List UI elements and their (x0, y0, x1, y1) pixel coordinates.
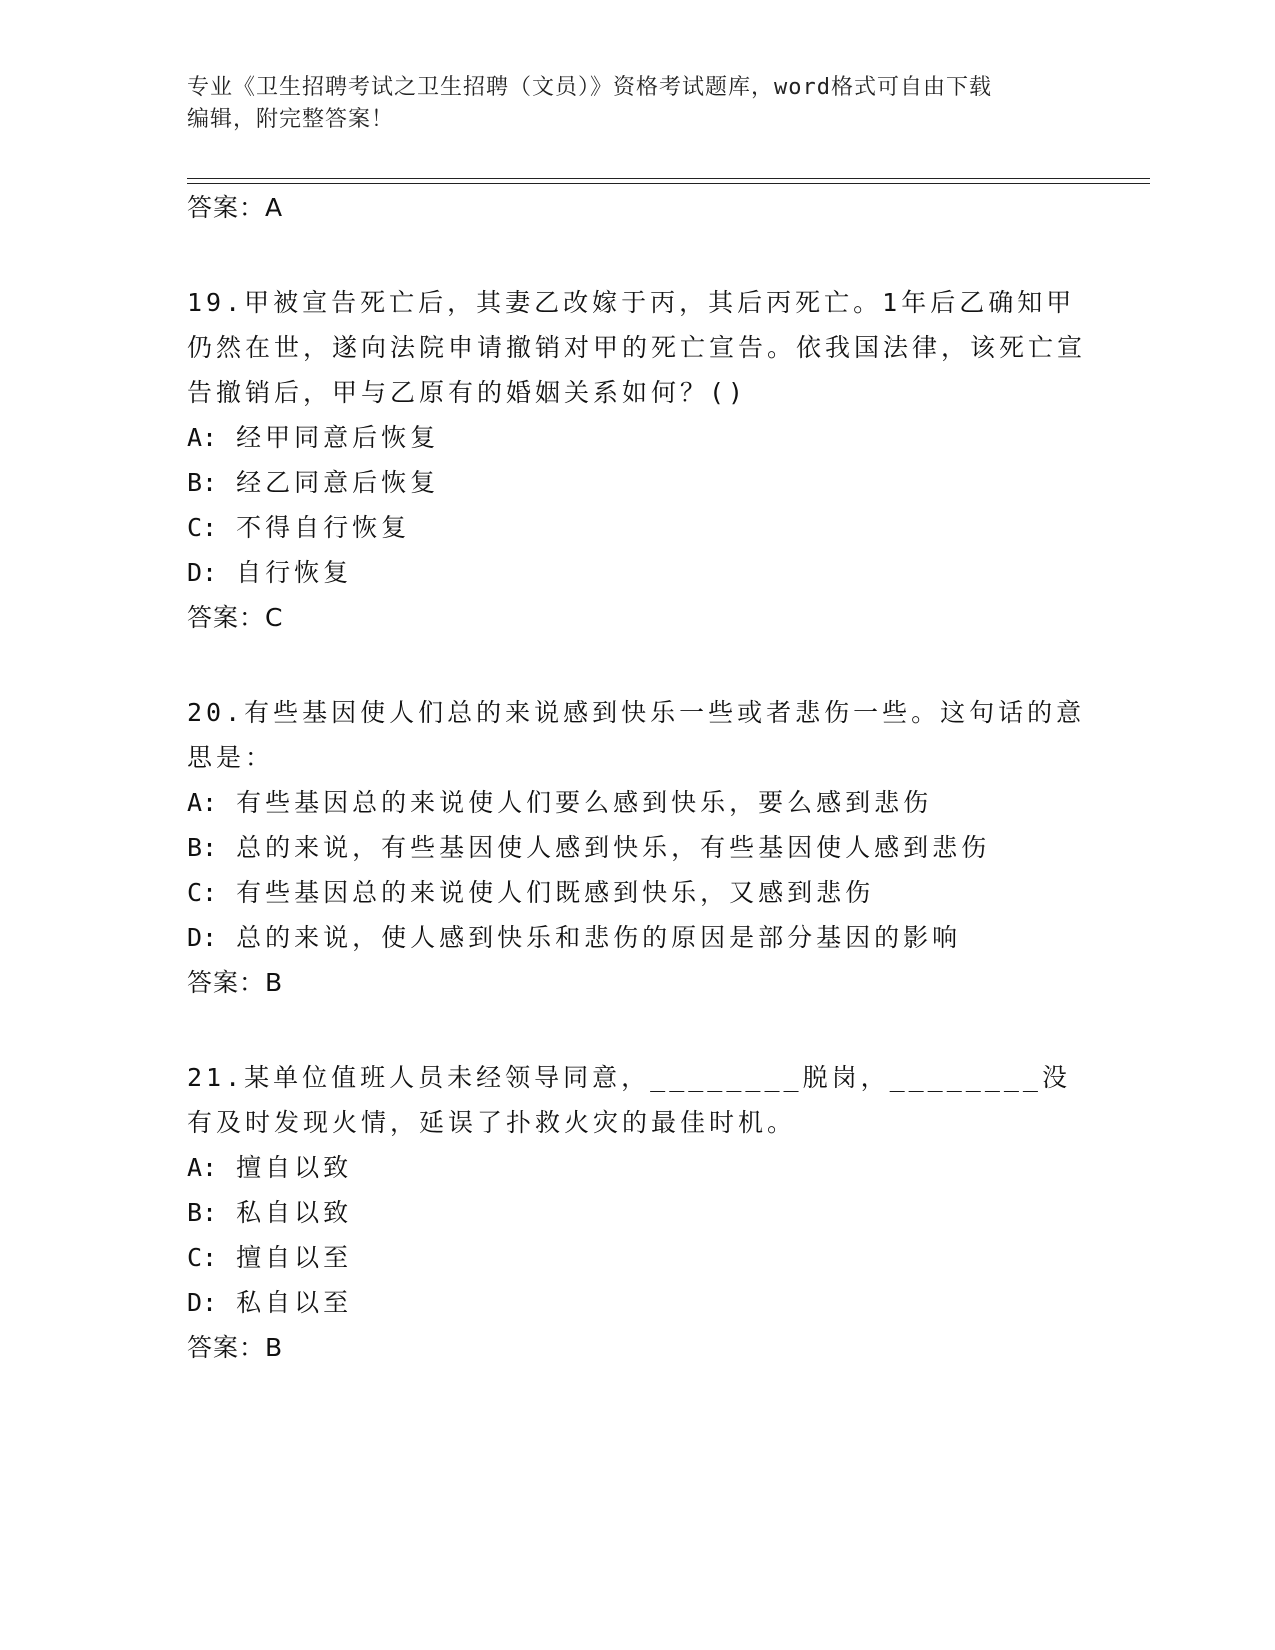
question-stem: 20.有些基因使人们总的来说感到快乐一些或者悲伤一些。这句话的意思是： (187, 698, 1086, 772)
option-c (187, 505, 1087, 550)
option-text: 有些基因总的来说使人们要么感到快乐，要么感到悲伤 (236, 788, 933, 817)
option-text: 总的来说，有些基因使人感到快乐，有些基因使人感到悲伤 (236, 833, 991, 862)
option-text: 不得自行恢复 (236, 513, 411, 542)
option-d (187, 1280, 1087, 1325)
option-text: 自行恢复 (236, 558, 353, 587)
option-letter: A: (187, 1153, 218, 1182)
answer-line: 答案：C (187, 603, 284, 632)
option-letter: C: (187, 513, 218, 542)
header-title-line-1: 专业《卫生招聘考试之卫生招聘（文员）》资格考试题库，word格式可自由下载 (187, 75, 992, 100)
question-20 (187, 690, 1087, 1005)
option-letter: D: (187, 923, 218, 952)
option-b (187, 460, 1087, 505)
option-letter: C: (187, 1243, 218, 1272)
question-stem: 21.某单位值班人员未经领导同意，________脱岗，________没有及时发现火情，延误了扑救火灾的最佳时机。 (187, 1063, 1071, 1137)
option-text: 总的来说，使人感到快乐和悲伤的原因是部分基因的影响 (236, 923, 962, 952)
question-stem: 19.甲被宣告死亡后，其妻乙改嫁于丙，其后丙死亡。1年后乙确知甲仍然在世，遂向法院申请撤销对甲的死亡宣告。依我国法律，该死亡宣告撤销后，甲与乙原有的婚姻关系如何？() (187, 288, 1087, 407)
option-text: 私自以致 (236, 1198, 353, 1227)
option-letter: B: (187, 833, 218, 862)
option-c (187, 870, 1087, 915)
option-a (187, 1145, 1087, 1190)
option-letter: C: (187, 878, 218, 907)
header-divider-bottom (187, 183, 1150, 184)
document-header (187, 72, 1087, 136)
option-letter: A: (187, 423, 218, 452)
answer-line: 答案：B (187, 968, 284, 997)
option-text: 经甲同意后恢复 (236, 423, 440, 452)
answer-line: 答案：A (187, 193, 284, 222)
question-19 (187, 280, 1087, 640)
option-b (187, 825, 1087, 870)
option-text: 擅自以致 (236, 1153, 353, 1182)
option-d (187, 550, 1087, 595)
option-text: 有些基因总的来说使人们既感到快乐，又感到悲伤 (236, 878, 875, 907)
option-a (187, 780, 1087, 825)
option-letter: B: (187, 468, 218, 497)
option-text: 私自以至 (236, 1288, 353, 1317)
header-title-line-2: 编辑，附完整答案！ (187, 107, 395, 132)
answer-line: 答案：B (187, 1333, 284, 1362)
header-divider-top (187, 178, 1150, 179)
option-a (187, 415, 1087, 460)
option-b (187, 1190, 1087, 1235)
option-letter: D: (187, 558, 218, 587)
option-text: 经乙同意后恢复 (236, 468, 440, 497)
option-letter: A: (187, 788, 218, 817)
question-list (187, 185, 1087, 1370)
option-c (187, 1235, 1087, 1280)
question-21 (187, 1055, 1087, 1370)
option-text: 擅自以至 (236, 1243, 353, 1272)
option-letter: B: (187, 1198, 218, 1227)
option-letter: D: (187, 1288, 218, 1317)
option-d (187, 915, 1087, 960)
